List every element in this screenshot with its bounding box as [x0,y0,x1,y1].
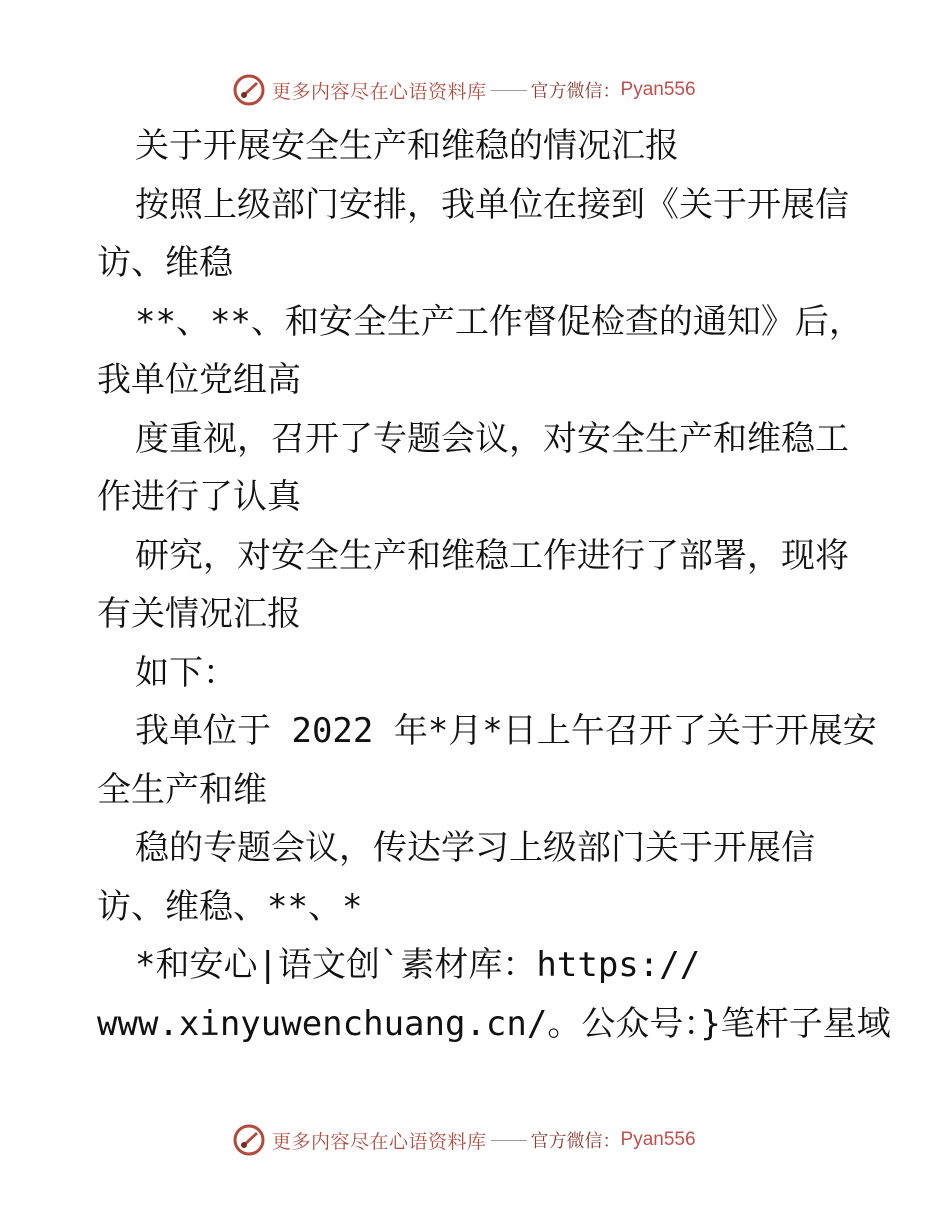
document-line: 关于开展安全生产和维稳的情况汇报 [135,126,679,166]
document-line: 作进行了认真 [97,477,301,517]
document-line: www.xinyuwenchuang.cn/。公众号：}笔杆子星域 [97,1004,891,1044]
watermark-id: Pyan556 [620,1129,696,1150]
document-line: **、**、和安全生产工作督促检查的通知》后， [135,302,863,342]
document-line: 有关情况汇报 [97,594,301,634]
document-line: 如下： [135,653,237,693]
watermark-banner-bottom [232,1120,712,1160]
watermark-sub: 官方微信： [530,81,621,102]
document-line: 研究，对安全生产和维稳工作进行了部署，现将 [135,536,849,576]
document-line: 稳的专题会议，传达学习上级部门关于开展信 [135,828,815,868]
document-line: 我单位于 2022 年*月*日上午召开了关于开展安 [135,711,877,751]
logo-icon [232,1123,266,1157]
document-line: 访、维稳 [97,243,233,283]
watermark-title: 更多内容尽在心语资料库 [272,80,487,103]
document-line: 度重视，召开了专题会议，对安全生产和维稳工 [135,419,849,459]
document-line: 按照上级部门安排，我单位在接到《关于开展信 [135,185,849,225]
document-line: *和安心|语文创`素材库：https:// [135,945,701,985]
watermark-sub: 官方微信： [530,1131,621,1152]
document-line: 访、维稳、**、* [97,887,363,927]
watermark-id: Pyan556 [620,79,696,100]
document-line: 我单位党组高 [97,360,301,400]
document-line: 全生产和维 [97,770,267,810]
watermark-dash [491,1140,527,1141]
watermark-title: 更多内容尽在心语资料库 [272,1130,487,1153]
